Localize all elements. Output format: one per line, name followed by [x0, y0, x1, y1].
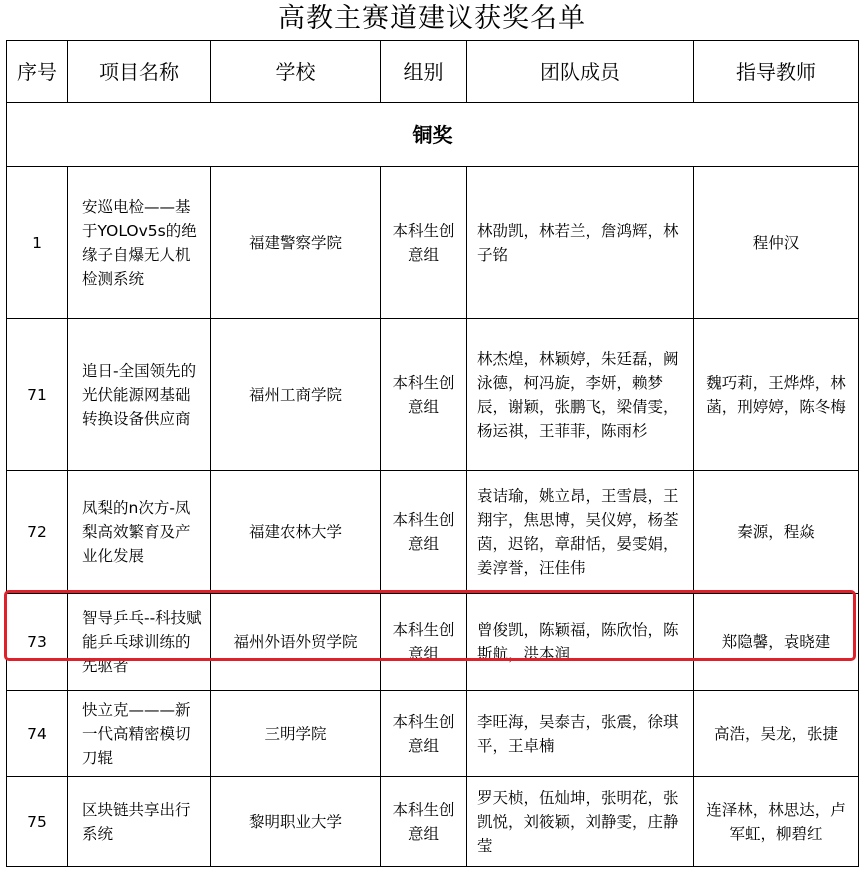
- cell-project: 区块链共享出行系统: [68, 777, 211, 867]
- cell-no: 75: [7, 777, 68, 867]
- table-row: [7, 471, 859, 594]
- cell-no: 71: [7, 319, 68, 471]
- header-row: [7, 41, 859, 103]
- page-title: 高教主赛道建议获奖名单: [278, 3, 586, 34]
- cell-members: 李旺海，吴泰吉，张震，徐琪平，王卓楠: [467, 691, 694, 777]
- header-school: 学校: [211, 41, 381, 103]
- header-no: 序号: [7, 41, 68, 103]
- cell-group: 本科生创意组: [381, 167, 467, 319]
- category-row: [7, 103, 859, 167]
- cell-advisors: 秦源，程焱: [694, 471, 859, 594]
- cell-members: 曾俊凯，陈颖福，陈欣怡，陈斯航，洪本润: [467, 594, 694, 691]
- cell-advisors: 高浩，吴龙，张捷: [694, 691, 859, 777]
- cell-advisors: 魏巧莉，王烨烨，林菡，刑婷婷，陈冬梅: [694, 319, 859, 471]
- cell-advisors: 程仲汉: [694, 167, 859, 319]
- table-row: [7, 319, 859, 471]
- cell-no: 73: [7, 594, 68, 691]
- cell-no: 74: [7, 691, 68, 777]
- cell-school: 福州外语外贸学院: [211, 594, 381, 691]
- cell-group: 本科生创意组: [381, 594, 467, 691]
- highlight-box: [4, 590, 856, 661]
- cell-project: 智导乒乓--科技赋能乒乓球训练的先驱者: [68, 594, 211, 691]
- table-row: [7, 777, 859, 867]
- award-table: [6, 40, 859, 867]
- cell-group: 本科生创意组: [381, 777, 467, 867]
- cell-advisors: 郑隐馨，袁晓建: [694, 594, 859, 691]
- cell-group: 本科生创意组: [381, 471, 467, 594]
- category-label: 铜奖: [7, 103, 859, 167]
- cell-project: 快立克———新一代高精密模切刀辊: [68, 691, 211, 777]
- header-group: 组别: [381, 41, 467, 103]
- cell-school: 三明学院: [211, 691, 381, 777]
- cell-no: 1: [7, 167, 68, 319]
- cell-group: 本科生创意组: [381, 319, 467, 471]
- cell-project: 追日-全国领先的光伏能源网基础转换设备供应商: [68, 319, 211, 471]
- header-advisors: 指导教师: [694, 41, 859, 103]
- cell-project: 安巡电检——基于YOLOv5s的绝缘子自爆无人机检测系统: [68, 167, 211, 319]
- cell-members: 林劭凯，林若兰，詹鸿辉，林子铭: [467, 167, 694, 319]
- cell-school: 福建警察学院: [211, 167, 381, 319]
- cell-members: 袁诘瑜，姚立昂，王雪晨，王翔宇，焦思博，吴仪婷，杨荃茵，迟铭，章甜恬，晏雯娟，姜淳誉，汪佳伟: [467, 471, 694, 594]
- cell-project: 凤梨的n次方-凤梨高效繁育及产业化发展: [68, 471, 211, 594]
- cell-members: 罗天桢，伍灿坤，张明花，张凯悦，刘筱颖，刘静雯，庄静莹: [467, 777, 694, 867]
- cell-members: 林杰煌，林颖婷，朱廷磊，阙泳德，柯冯旋，李妍，赖梦辰，谢颖，张鹏飞，梁倩雯，杨运祺，王菲菲，陈雨杉: [467, 319, 694, 471]
- cell-school: 福州工商学院: [211, 319, 381, 471]
- table-row: [7, 691, 859, 777]
- header-project: 项目名称: [68, 41, 211, 103]
- cell-school: 黎明职业大学: [211, 777, 381, 867]
- table-row: [7, 167, 859, 319]
- cell-school: 福建农林大学: [211, 471, 381, 594]
- header-members: 团队成员: [467, 41, 694, 103]
- cell-group: 本科生创意组: [381, 691, 467, 777]
- cell-no: 72: [7, 471, 68, 594]
- cell-advisors: 连泽林，林思达，卢军虹，柳碧红: [694, 777, 859, 867]
